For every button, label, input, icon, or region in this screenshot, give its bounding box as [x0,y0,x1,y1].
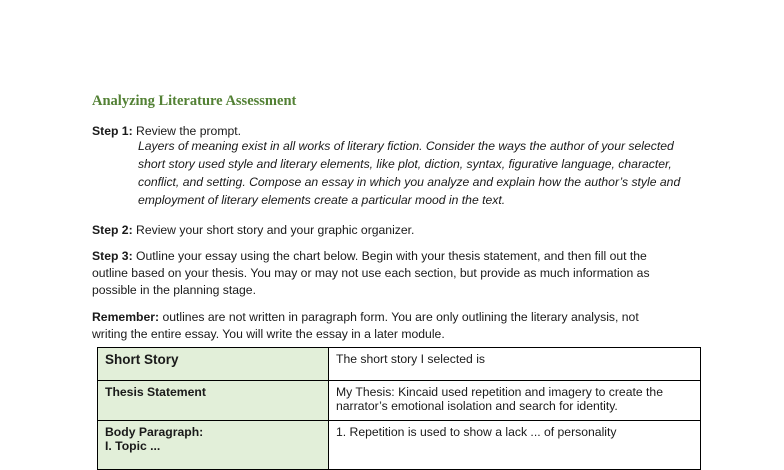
prompt-line: employment of literary elements create a particular mood in the text. [138,193,506,207]
thesis-field[interactable] [329,381,701,421]
step3-line: possible in the planning stage. [92,283,256,297]
body-paragraph-label: Body Paragraph: [105,425,204,439]
cell-text: The short story I selected is [336,352,486,366]
step3-paragraph [92,248,650,299]
prompt-line: conflict, and setting. Compose an essay in which you analyze and explain how the author’s style and [138,175,681,189]
step1-text: Review the prompt. [132,124,242,138]
step1-label: Step 1: [92,124,133,138]
step2-text: Review your short story and your graphic organizer. [132,223,415,237]
remember-paragraph [92,309,639,343]
prompt-line: Layers of meaning exist in all works of literary fiction. Consider the ways the author of your selected [138,139,674,153]
step2-paragraph [92,222,414,239]
body-paragraph-field[interactable] [329,421,701,470]
page-title: Analyzing Literature Assessment [92,93,297,109]
cell-text: narrator’s emotional isolation and search for identity. [336,399,618,413]
cell-text: 1. Repetition is used to show a lack ... of personality [336,425,617,439]
remember-line: outlines are not written in paragraph form. You are only outlining the literary analysis, not [159,310,639,324]
table-row [98,381,701,421]
step3-label: Step 3: [92,249,133,263]
step2-label: Step 2: [92,223,133,237]
row-label-short-story: Short Story [98,348,329,381]
prompt-line: short story used style and literary elements, like plot, diction, syntax, figurative language, character, [138,157,672,171]
outline-table [97,347,701,470]
row-label-body-paragraph [98,421,329,470]
body-paragraph-sub: I. Topic ... [105,439,161,453]
table-row [98,348,701,381]
step3-line: outline based on your thesis. You may or may not use each section, but provide as much information as [92,266,650,280]
row-label-thesis: Thesis Statement [98,381,329,421]
table-row [98,421,701,470]
essay-prompt [138,137,738,209]
short-story-field[interactable] [329,348,701,381]
remember-label: Remember: [92,310,160,324]
step3-line: Outline your essay using the chart below. Begin with your thesis statement, and then fill out the [132,249,647,263]
remember-line: writing the entire essay. You will write the essay in a later module. [92,327,445,341]
cell-text: My Thesis: Kincaid used repetition and imagery to create the [336,385,663,399]
